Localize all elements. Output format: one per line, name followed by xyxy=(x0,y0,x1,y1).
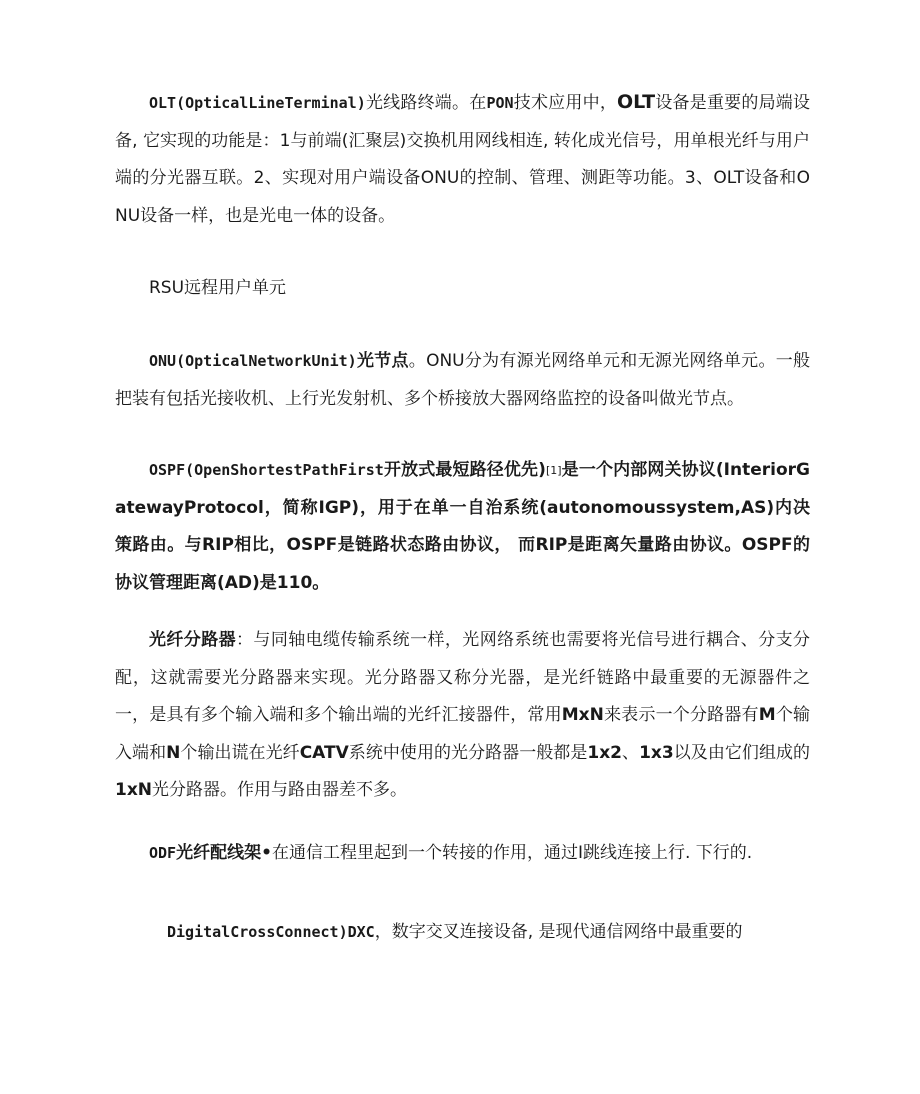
catv-term: CATV xyxy=(299,742,349,763)
term-odf-cn: 光纤配线架• xyxy=(176,843,272,863)
splitter-text-2: 来表示一个分路器有 xyxy=(603,705,759,725)
term-onu: ONU(OpticalNetworkUnit) xyxy=(149,352,357,370)
olt-text-1: 光线路终端。在 xyxy=(365,93,487,113)
olt-text-2: 技术应用中， xyxy=(513,93,618,113)
m-term: M xyxy=(758,705,776,725)
splitter-text-8: 光分路器。作用与路由器差不多。 xyxy=(152,780,408,800)
paragraph-ospf xyxy=(115,452,810,602)
splitter-text-1: ：与同轴电缆传输系统一样，光网络系统也需要将光信号进行耦合、分支分配，这就需要光分路器来实现。光分路器又称分光器，是光纤链路中最重要的无源器件之一，是具有多个输入端和多个输出端的光纤汇接器件，常用 xyxy=(115,630,811,725)
paragraph-onu xyxy=(115,343,810,418)
ratio-1x2: 1x2 xyxy=(587,742,622,763)
splitter-text-4: 个输出谎在光纤 xyxy=(180,742,300,763)
term-ospf-cn: 开放式最短路径优先) xyxy=(383,460,546,480)
dxc-text: ，数字交叉连接设备, 是现代通信网络中最重要的 xyxy=(374,922,743,942)
paragraph-dxc xyxy=(167,917,743,942)
paragraph-odf xyxy=(115,835,810,873)
olt-bold-term: OLT xyxy=(617,91,656,113)
ospf-text: 是一个内部网关协议(InteriorGatewayProtocol，简称IGP)，用于在单一自治系统(autonomoussystem,AS)内决策路由。与RIP相比，OSPF是链路状态路由协议， 而RIP是距离矢量路由协议。OSPF的协议管理距离(AD)是110。 xyxy=(115,460,810,593)
splitter-text-7: 以及由它们组成的 xyxy=(673,742,811,763)
rsu-text: RSU远程用户单元 xyxy=(149,278,287,298)
term-odf: ODF xyxy=(149,844,177,862)
splitter-text-6: 、 xyxy=(622,742,640,763)
odf-text: 在通信工程里起到一个转接的作用，通过I跳线连接上行. 下行的. xyxy=(271,843,753,863)
term-splitter: 光纤分路器 xyxy=(149,630,237,650)
term-dxc: DigitalCrossConnect)DXC xyxy=(167,923,375,941)
splitter-text-5: 系统中使用的光分路器一般都是 xyxy=(348,742,588,763)
term-onu-cn: 光节点 xyxy=(356,351,409,371)
ratio-1x3: 1x3 xyxy=(639,742,674,763)
splitter-text-3: 个输入端和 xyxy=(115,705,811,763)
pon-term: PON xyxy=(486,94,514,112)
term-olt: OLT(OpticalLineTerminal) xyxy=(149,94,366,112)
paragraph-rsu xyxy=(115,270,810,308)
olt-text-3: 设备是重要的局端设备, 它实现的功能是：1与前端(汇聚层)交换机用网线相连, 转化成光信号，用单根光纤与用户端的分光器互联。2、实现对用户端设备ONU的控制、管理、测距等功能。3、OLT设备和ONU设备一样，也是光电一体的设备。 xyxy=(115,93,811,226)
paragraph-splitter xyxy=(115,622,810,810)
reference-link[interactable]: [1] xyxy=(545,464,562,477)
onu-text: 。ONU分为有源光网络单元和无源光网络单元。一般把装有包括光接收机、上行光发射机、多个桥接放大器网络监控的设备叫做光节点。 xyxy=(115,351,810,409)
mxn-term: MxN xyxy=(561,705,604,725)
paragraph-olt xyxy=(115,84,810,235)
n-term: N xyxy=(166,742,181,763)
ratio-1xn: 1xN xyxy=(115,780,153,800)
term-ospf: OSPF(OpenShortestPathFirst xyxy=(149,461,384,479)
